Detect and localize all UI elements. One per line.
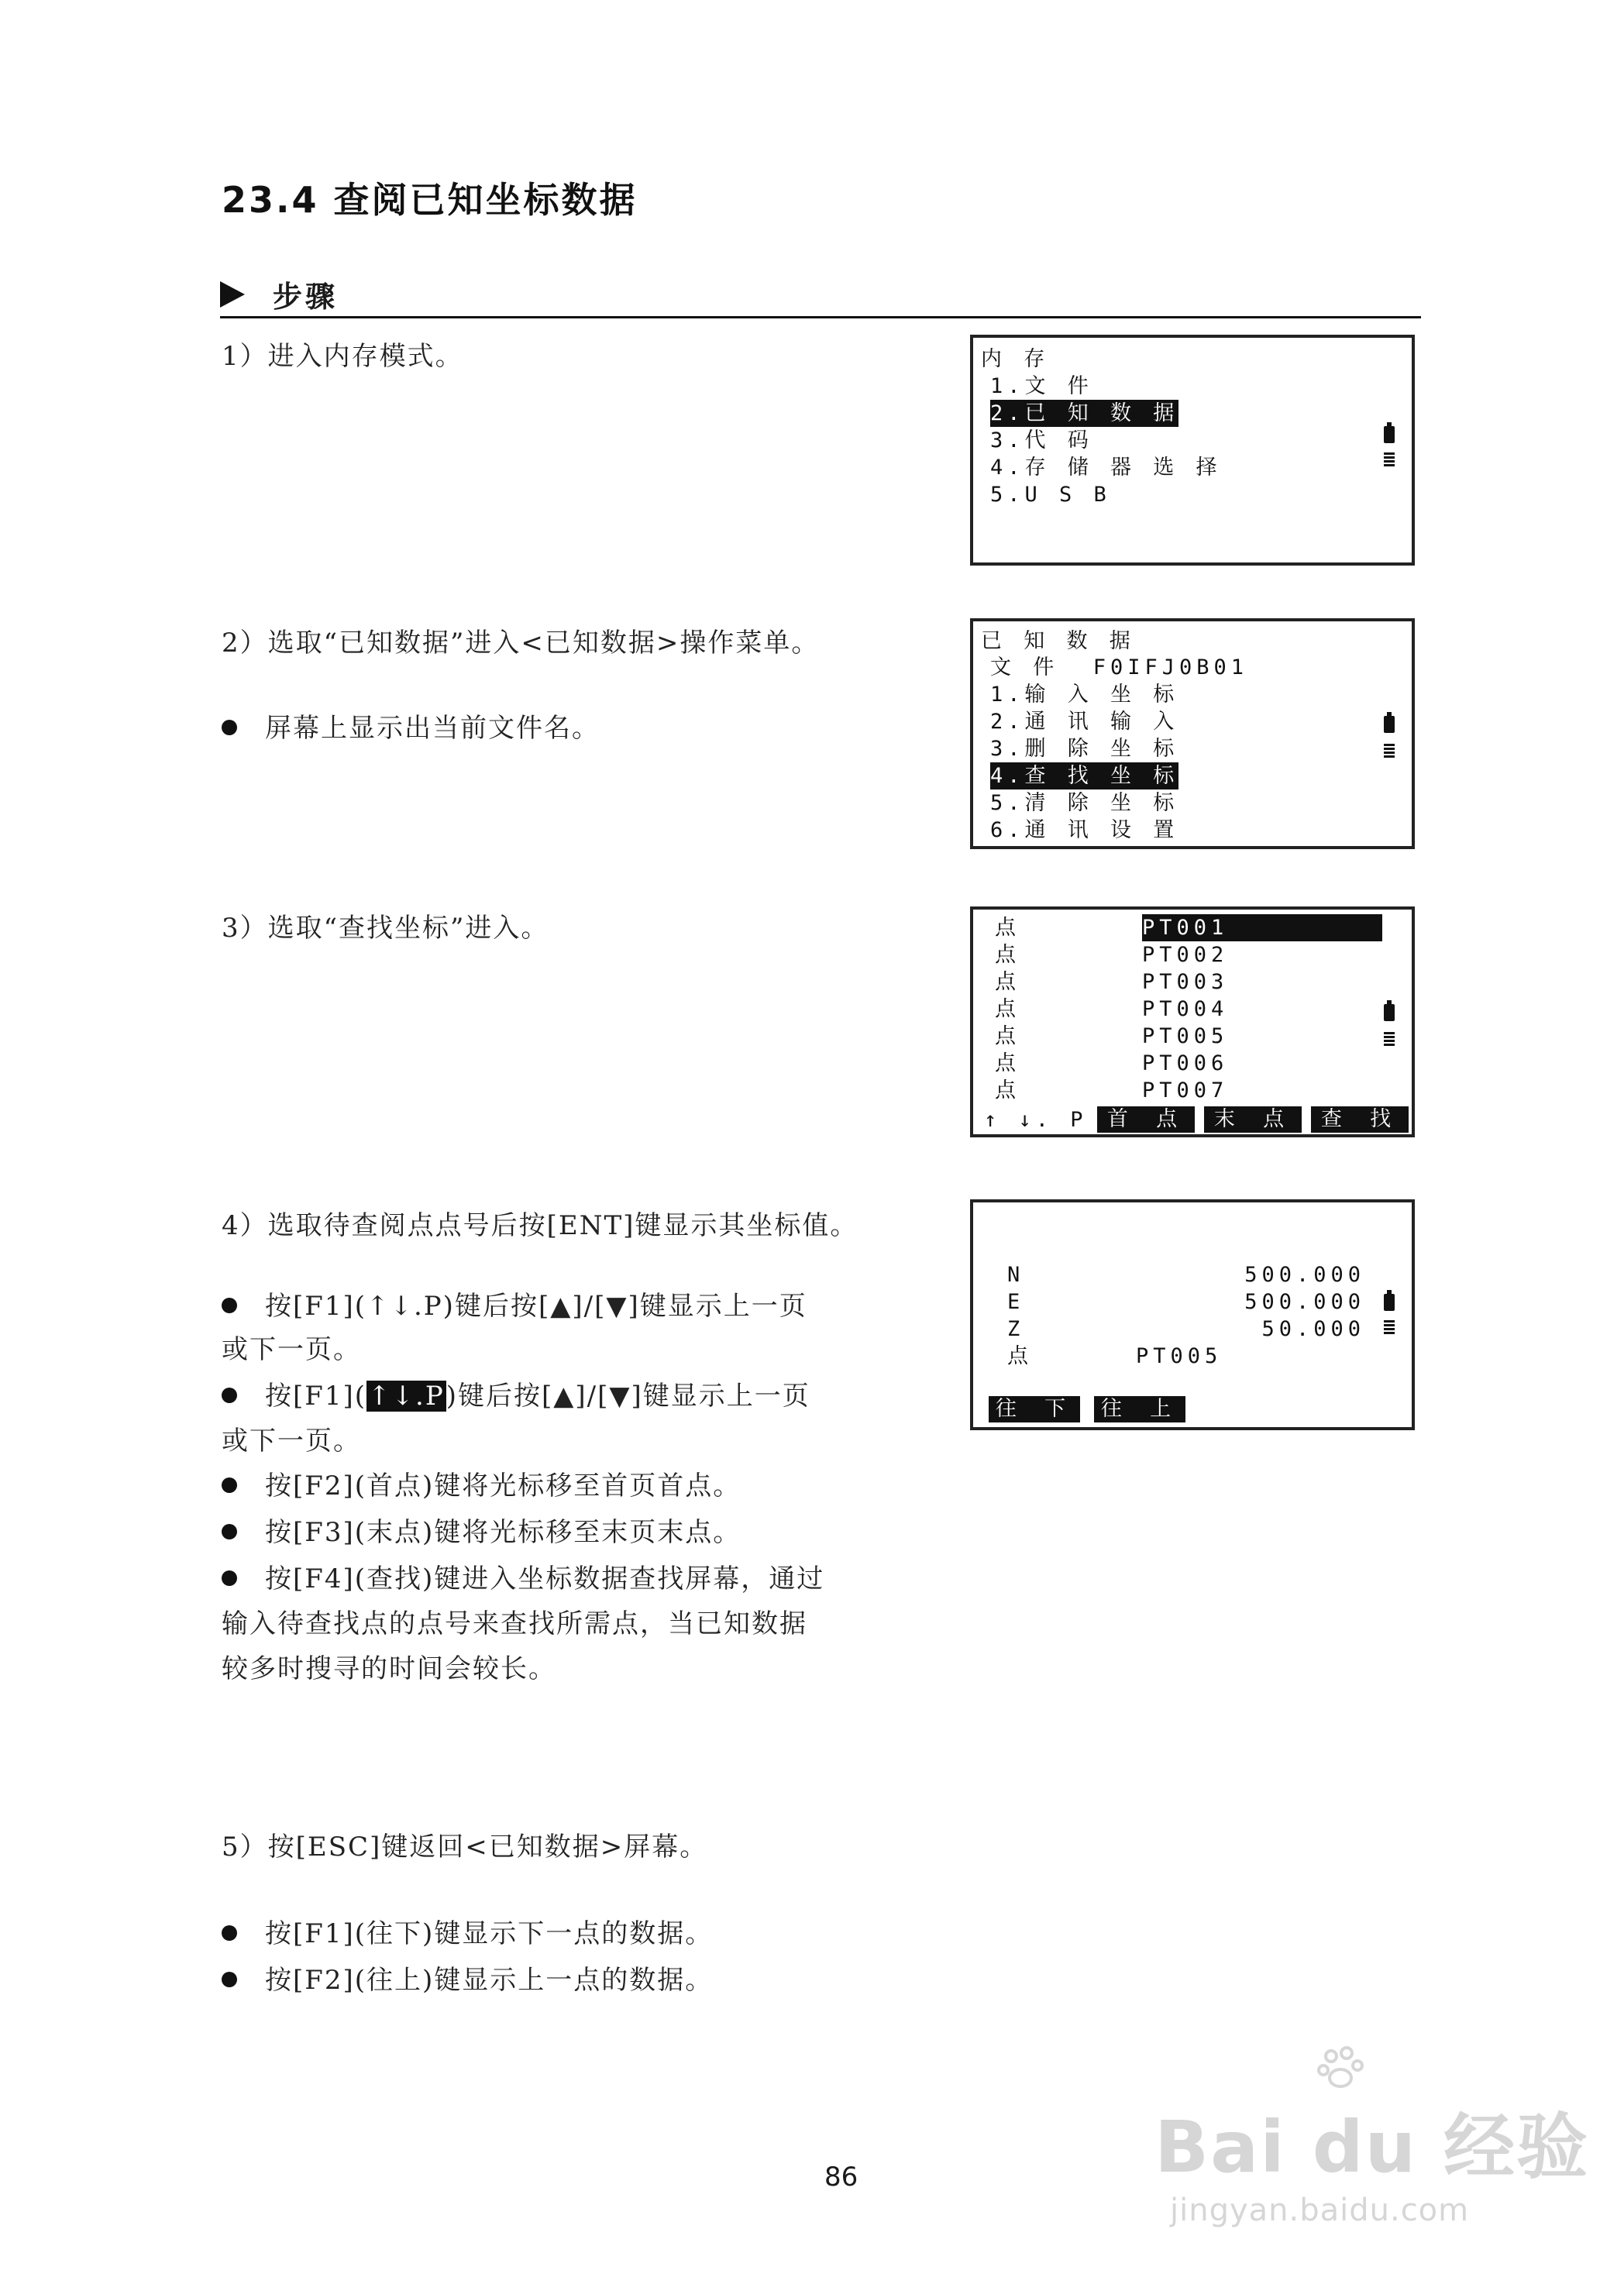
step-4-bullet-2-cont: 或下一页。 bbox=[222, 1426, 361, 1457]
signal-icon bbox=[1384, 1320, 1395, 1334]
menu-item: 6.通 讯 设 置 bbox=[990, 818, 1179, 842]
point-id: PT002 bbox=[1142, 943, 1229, 967]
steps-label: 步骤 bbox=[273, 280, 339, 314]
bullet-icon bbox=[222, 1570, 237, 1586]
step-5-text: 5）按[ESC]键返回<已知数据>屏幕。 bbox=[222, 1832, 708, 1863]
signal-icon bbox=[1384, 744, 1395, 758]
steps-heading bbox=[220, 273, 338, 315]
menu-item-selected: 2.已 知 数 据 bbox=[990, 401, 1179, 425]
point-id: PT005 bbox=[1136, 1344, 1223, 1368]
point-id: PT003 bbox=[1142, 970, 1229, 994]
section-title: 23.4 查阅已知坐标数据 bbox=[222, 179, 638, 221]
step-3-text: 3）选取“查找坐标”进入。 bbox=[222, 913, 549, 944]
screen-memory-menu bbox=[970, 335, 1415, 566]
screen-known-data-menu bbox=[970, 618, 1415, 849]
point-label: 点 bbox=[995, 1078, 1020, 1102]
point-label: 点 bbox=[995, 1051, 1020, 1075]
step-5-bullet-1: 按[F1](往下)键显示下一点的数据。 bbox=[222, 1918, 713, 1949]
menu-item: 2.通 讯 输 入 bbox=[990, 710, 1179, 734]
coord-value: 50.000 bbox=[1261, 1317, 1365, 1341]
watermark-brand: Bai du 经验 bbox=[1154, 2106, 1590, 2189]
baidu-watermark bbox=[1154, 2045, 1589, 2228]
screen-point-list bbox=[970, 906, 1415, 1137]
menu-item: 5.清 除 坐 标 bbox=[990, 791, 1179, 815]
step-4-bullet-5-cont: 较多时搜寻的时间会较长。 bbox=[222, 1653, 556, 1684]
menu-item: 3.代 码 bbox=[990, 428, 1093, 452]
step-4-text: 4）选取待查阅点点号后按[ENT]键显示其坐标值。 bbox=[222, 1210, 858, 1241]
coord-label: N bbox=[1007, 1263, 1025, 1287]
bullet-icon bbox=[222, 1388, 237, 1403]
step-4-bullet-5: 按[F4](查找)键进入坐标数据查找屏幕，通过 bbox=[222, 1563, 824, 1594]
bullet-icon bbox=[222, 1925, 237, 1941]
point-label: 点 bbox=[995, 916, 1020, 940]
menu-item: 1.文 件 bbox=[990, 374, 1093, 398]
point-id: PT005 bbox=[1142, 1024, 1229, 1048]
coord-value: 500.000 bbox=[1244, 1290, 1365, 1314]
bullet-icon bbox=[222, 1477, 237, 1493]
softkey-first-point[interactable]: 首 点 bbox=[1097, 1106, 1195, 1133]
step-4-bullet-1-cont: 或下一页。 bbox=[222, 1334, 361, 1365]
coord-label: Z bbox=[1007, 1317, 1025, 1341]
step-4-bullet-1: 按[F1](↑↓.P)键后按[▲]/[▼]键显示上一页 bbox=[222, 1291, 807, 1322]
step-2-bullet: 屏幕上显示出当前文件名。 bbox=[222, 713, 600, 744]
battery-icon bbox=[1384, 426, 1395, 443]
step-4-bullet-2: 按[F1](↑↓.P)键后按[▲]/[▼]键显示上一页 bbox=[222, 1381, 810, 1412]
screen-title: 内 存 bbox=[981, 347, 1050, 371]
screen-coordinate-detail bbox=[970, 1199, 1415, 1430]
point-id: PT004 bbox=[1142, 997, 1229, 1021]
point-id: PT006 bbox=[1142, 1051, 1229, 1075]
point-label: 点 bbox=[995, 1024, 1020, 1048]
page-nav-label: ↑ ↓. P bbox=[984, 1108, 1088, 1132]
menu-item: 5.U S B bbox=[990, 483, 1111, 507]
menu-item: 4.存 储 器 选 择 bbox=[990, 456, 1222, 480]
bullet-icon bbox=[222, 720, 237, 735]
softkey-next-point[interactable]: 往 下 bbox=[989, 1396, 1080, 1422]
bullet-icon bbox=[222, 1298, 237, 1313]
coord-value: 500.000 bbox=[1244, 1263, 1365, 1287]
step-1-text: 1）进入内存模式。 bbox=[222, 341, 463, 372]
screen-title: 已 知 数 据 bbox=[981, 629, 1135, 653]
signal-icon bbox=[1384, 1032, 1395, 1046]
step-2-text: 2）选取“已知数据”进入<已知数据>操作菜单。 bbox=[222, 628, 820, 659]
point-label: 点 bbox=[995, 943, 1020, 967]
battery-icon bbox=[1384, 1004, 1395, 1021]
coord-label: E bbox=[1007, 1290, 1025, 1314]
menu-item-selected: 4.查 找 坐 标 bbox=[990, 764, 1179, 788]
softkey-search[interactable]: 查 找 bbox=[1311, 1106, 1409, 1133]
point-id: PT007 bbox=[1142, 1078, 1229, 1102]
step-4-bullet-5-cont: 输入待查找点的点号来查找所需点，当已知数据 bbox=[222, 1608, 807, 1639]
softkey-previous-point[interactable]: 往 上 bbox=[1094, 1396, 1185, 1422]
point-id-selected: PT001 bbox=[1142, 914, 1382, 941]
file-name-line: 文 件 F0IFJ0B01 bbox=[990, 655, 1249, 679]
page-number: 86 bbox=[824, 2162, 858, 2193]
point-label: 点 bbox=[995, 970, 1020, 994]
softkey-last-point[interactable]: 末 点 bbox=[1204, 1106, 1302, 1133]
heading-rule bbox=[220, 316, 1421, 318]
bullet-icon bbox=[222, 1972, 237, 1987]
battery-icon bbox=[1384, 1294, 1395, 1311]
key-highlight: ↑↓.P bbox=[368, 1381, 445, 1412]
step-4-bullet-3: 按[F2](首点)键将光标移至首页首点。 bbox=[222, 1470, 741, 1501]
menu-item: 3.删 除 坐 标 bbox=[990, 737, 1179, 761]
point-label: 点 bbox=[1007, 1344, 1033, 1368]
triangle-bullet-icon bbox=[220, 281, 245, 308]
bullet-icon bbox=[222, 1524, 237, 1539]
signal-icon bbox=[1384, 452, 1395, 466]
step-5-bullet-2: 按[F2](往上)键显示上一点的数据。 bbox=[222, 1965, 713, 1996]
watermark-url: jingyan.baidu.com bbox=[1170, 2193, 1470, 2228]
point-label: 点 bbox=[995, 997, 1020, 1021]
battery-icon bbox=[1384, 716, 1395, 733]
menu-item: 1.输 入 坐 标 bbox=[990, 683, 1179, 707]
step-4-bullet-4: 按[F3](末点)键将光标移至末页末点。 bbox=[222, 1517, 741, 1548]
